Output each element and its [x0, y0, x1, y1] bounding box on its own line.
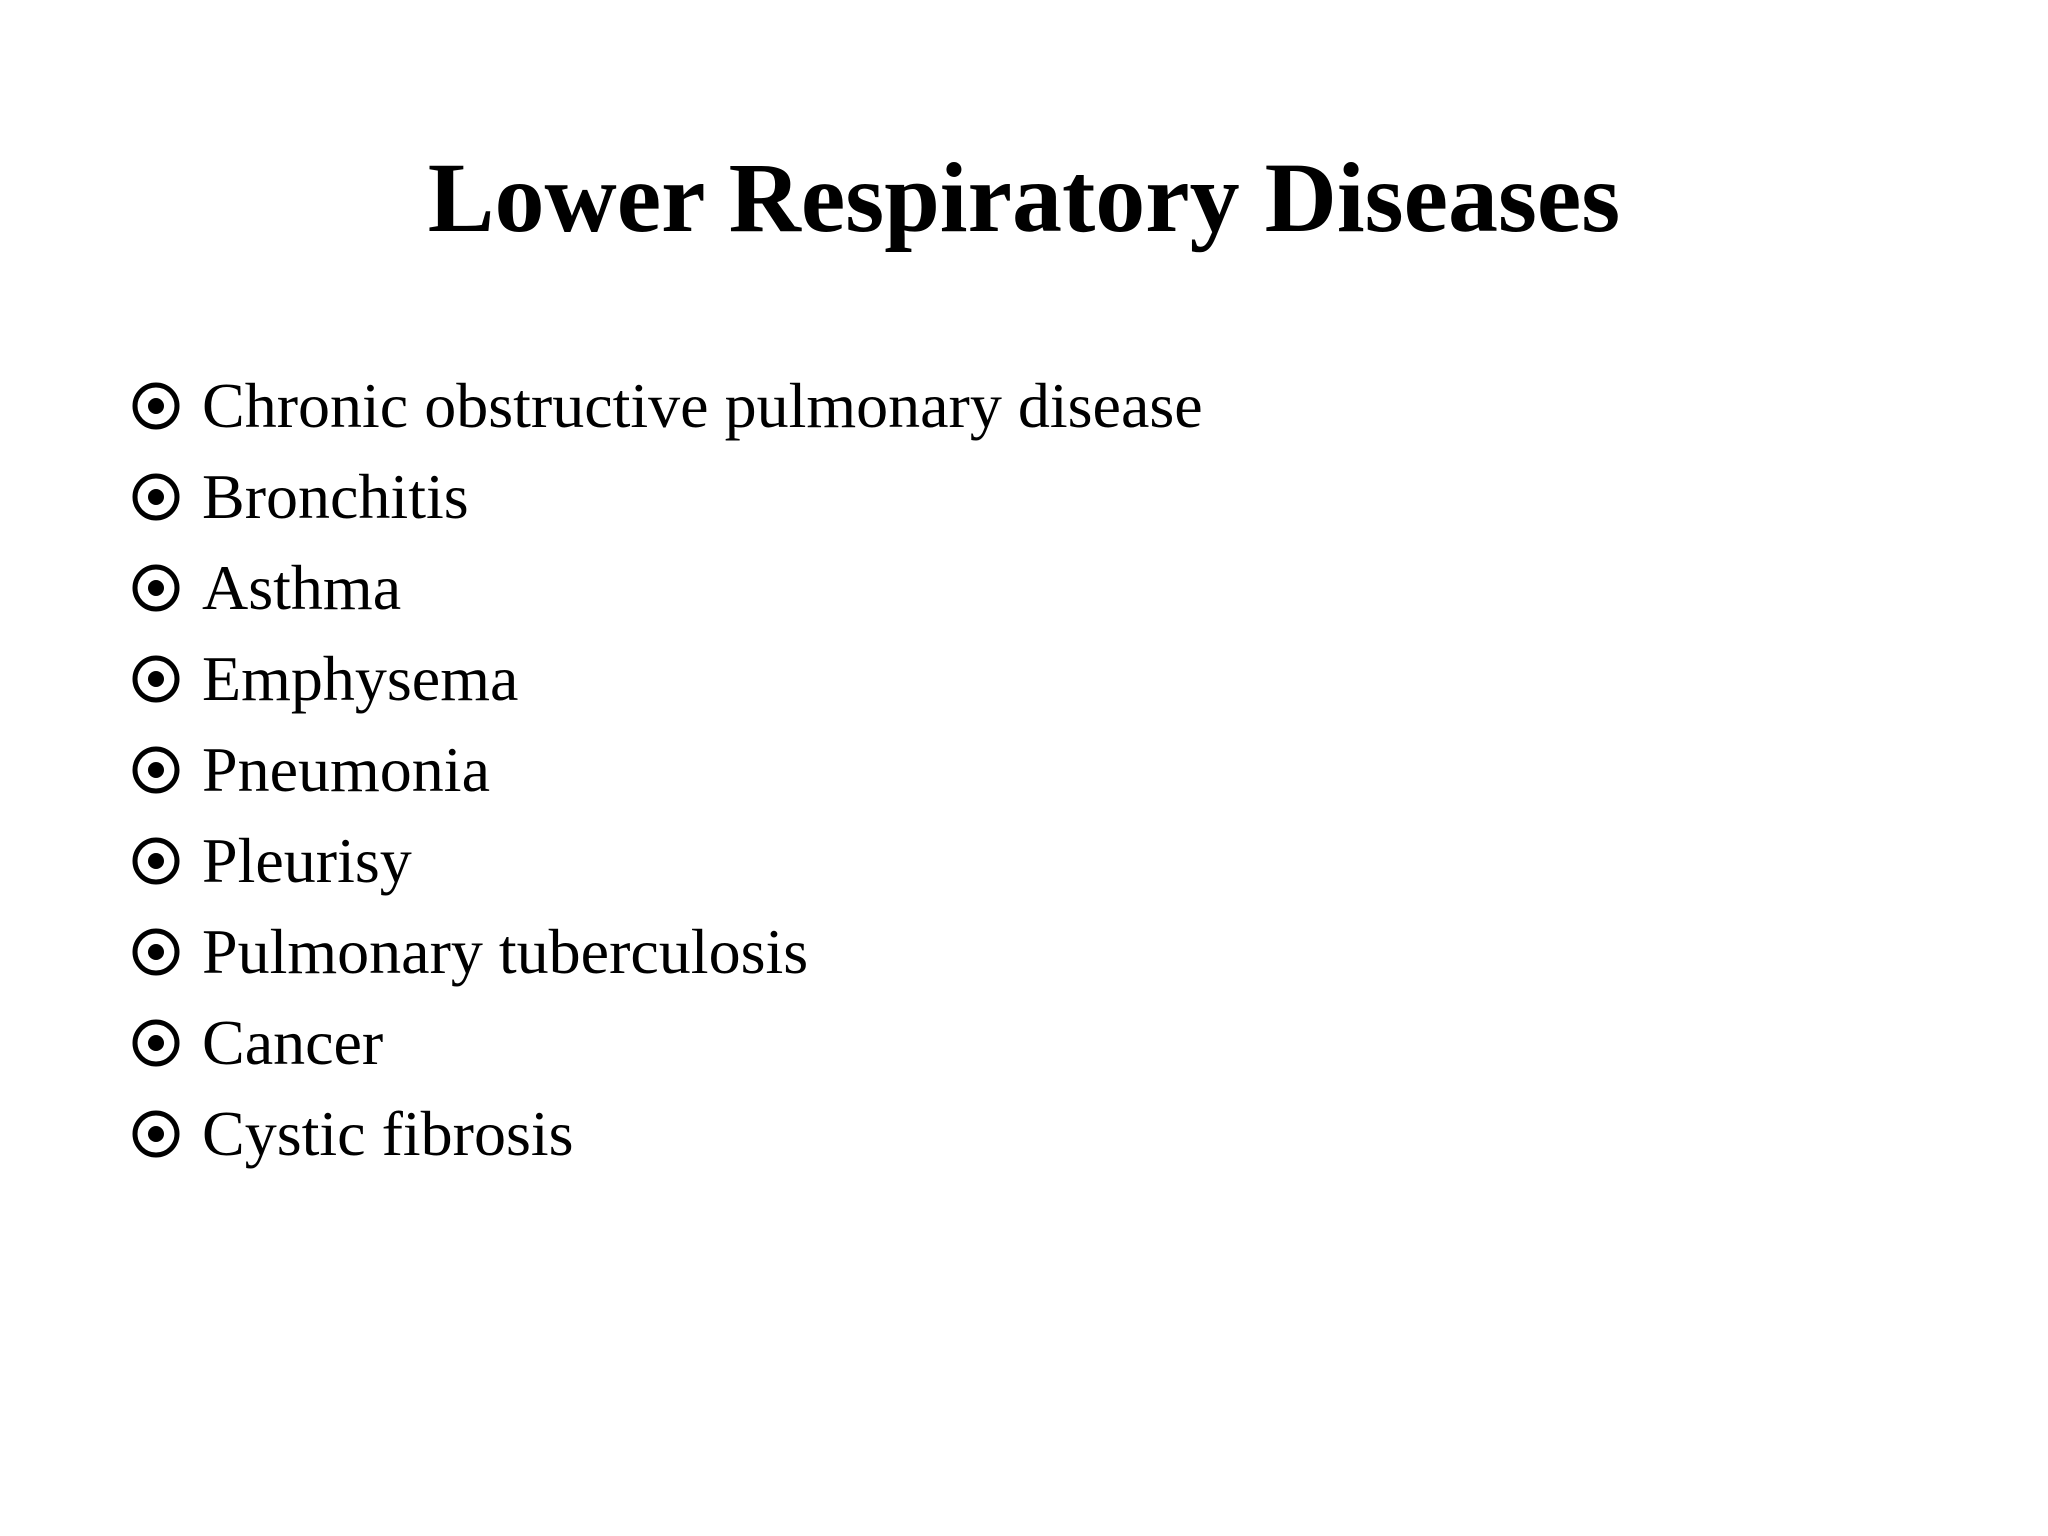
list-item-label: Cystic fibrosis [202, 1098, 574, 1169]
list-item-label: Chronic obstructive pulmonary disease [202, 370, 1203, 441]
circled-dot-icon [130, 835, 182, 887]
list-item-label: Pulmonary tuberculosis [202, 916, 809, 987]
slide-title: Lower Respiratory Diseases [427, 142, 1621, 253]
list-item-label: Pneumonia [202, 734, 490, 805]
list-item [130, 906, 1203, 997]
circled-dot-icon [130, 1108, 182, 1160]
list-item [130, 633, 1203, 724]
list-item [130, 360, 1203, 451]
list-item-label: Pleurisy [202, 825, 412, 896]
circled-dot-icon [130, 471, 182, 523]
list-item [130, 542, 1203, 633]
circled-dot-icon [130, 653, 182, 705]
circled-dot-icon [130, 744, 182, 796]
list-item [130, 997, 1203, 1088]
list-item-label: Bronchitis [202, 461, 469, 532]
circled-dot-icon [130, 1017, 182, 1069]
bullet-list [130, 360, 1203, 1179]
circled-dot-icon [130, 926, 182, 978]
list-item-label: Asthma [202, 552, 402, 623]
list-item [130, 724, 1203, 815]
list-item-label: Emphysema [202, 643, 519, 714]
list-item [130, 815, 1203, 906]
circled-dot-icon [130, 562, 182, 614]
list-item [130, 451, 1203, 542]
circled-dot-icon [130, 380, 182, 432]
list-item-label: Cancer [202, 1007, 384, 1078]
list-item [130, 1088, 1203, 1179]
